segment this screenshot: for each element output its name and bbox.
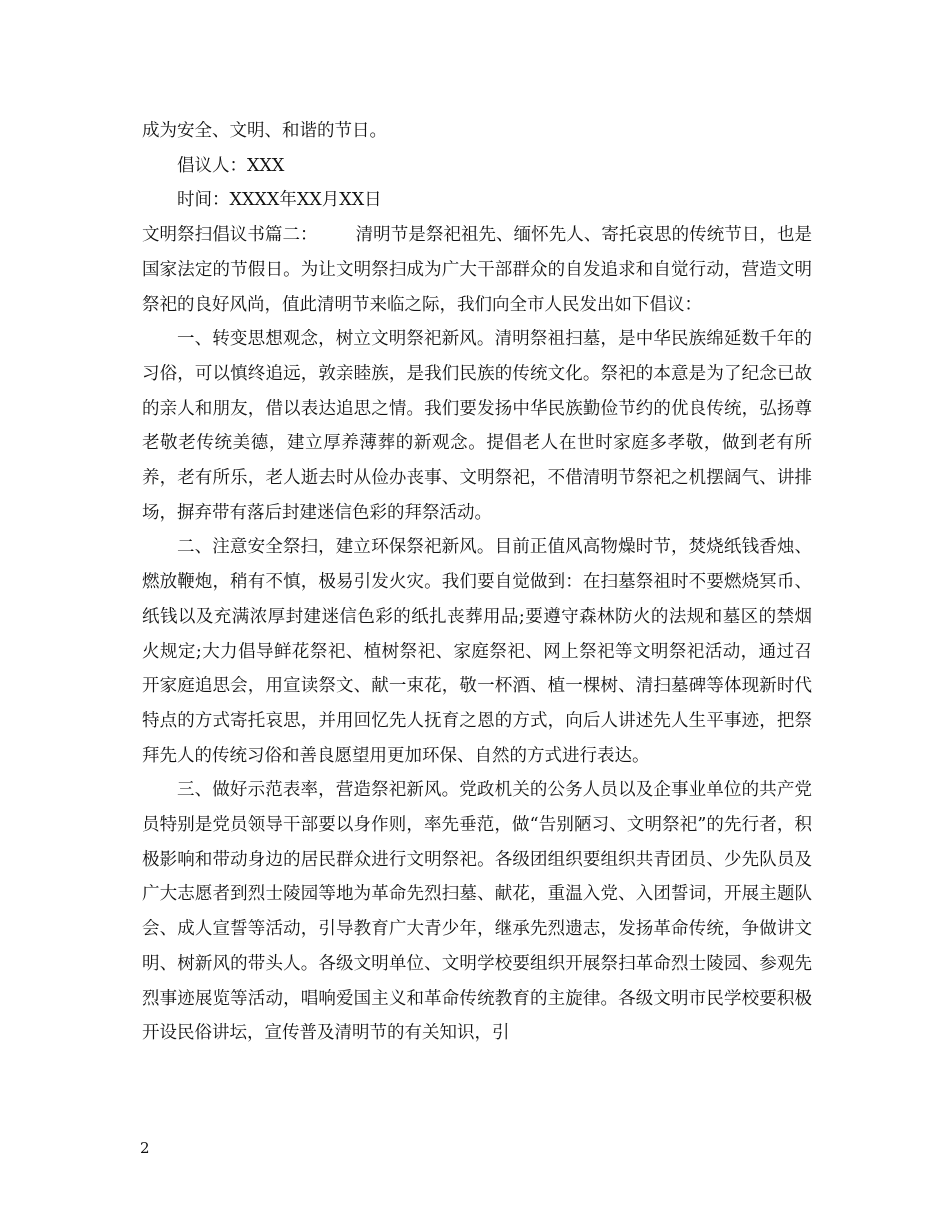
proposal-two-paragraph: 二、注意安全祭扫，建立环保祭祀新风。目前正值风高物燥时节，焚烧纸钱香烛、燃放鞭炮，稍有不慎，极易引发火灾。我们要自觉做到：在扫墓祭祖时不要燃烧冥币、纸钱以及充满浓厚封建迷信色彩的纸扎丧葬用品;要遵守森林防火的法规和墓区的禁烟火规定;大力倡导鲜花祭祀、植树祭祀、家庭祭祀、网上祭祀等文明祭祀活动，通过召开家庭追思会，用宣读祭文、献一束花，敬一杯酒、植一棵树、清扫墓碑等体现新时代特点的方式寄托哀思，并用回忆先人抚育之恩的方式，向后人讲述先人生平事迹，把祭拜先人的传统习俗和善良愿望用更加环保、自然的方式进行表达。	[142, 537, 812, 766]
page-number: 2	[140, 1139, 150, 1157]
document-body	[142, 114, 812, 1051]
date-line: 时间：XXXX年XX月XX日	[177, 190, 382, 211]
proposer-line: 倡议人：XXX	[177, 155, 285, 176]
proposal-three-paragraph: 三、做好示范表率，营造祭祀新风。党政机关的公务人员以及企事业单位的共产党员特别是党员领导干部要以身作则，率先垂范，做“告别陋习、文明祭祀”的先行者，积极影响和带动身边的居民群众进行文明祭祀。各级团组织要组织共青团员、少先队员及广大志愿者到烈士陵园等地为革命先烈扫墓、献花，重温入党、入团誓词，开展主题队会、成人宣誓等活动，引导教育广大青少年，继承先烈遗志，发扬革命传统，争做讲文明、树新风的带头人。各级文明单位、文明学校要组织开展祭扫革命烈士陵园、参观先烈事迹展览等活动，唱响爱国主义和革命传统教育的主旋律。各级文明市民学校要积极开设民俗讲坛，宣传普及清明节的有关知识，引	[142, 780, 812, 1044]
section-two-intro: 清明节是祭祀祖先、缅怀先人、寄托哀思的传统节日，也是国家法定的节假日。为让文明祭扫成为广大干部群众的自发追求和自觉行动，营造文明祭祀的良好风尚，值此清明节来临之际，我们向全市人民发出如下倡议：	[142, 225, 813, 315]
section-two-paragraph	[142, 218, 812, 322]
paragraph-closing-line: 成为安全、文明、和谐的节日。	[142, 121, 387, 141]
section-two-title: 文明祭扫倡议书篇二：	[142, 225, 318, 246]
proposal-one-paragraph: 一、转变思想观念，树立文明祭祀新风。清明祭祖扫墓，是中华民族绵延数千年的习俗，可以慎终追远，敦亲睦族，是我们民族的传统文化。祭祀的本意是为了纪念已故的亲人和朋友，借以表达追思之情。我们要发扬中华民族勤俭节约的优良传统，弘扬尊老敬老传统美德，建立厚养薄葬的新观念。提倡老人在世时家庭多孝敬，做到老有所养，老有所乐，老人逝去时从俭办丧事、文明祭祀，不借清明节祭祀之机摆阔气、讲排场，摒弃带有落后封建迷信色彩的拜祭活动。	[142, 329, 812, 523]
